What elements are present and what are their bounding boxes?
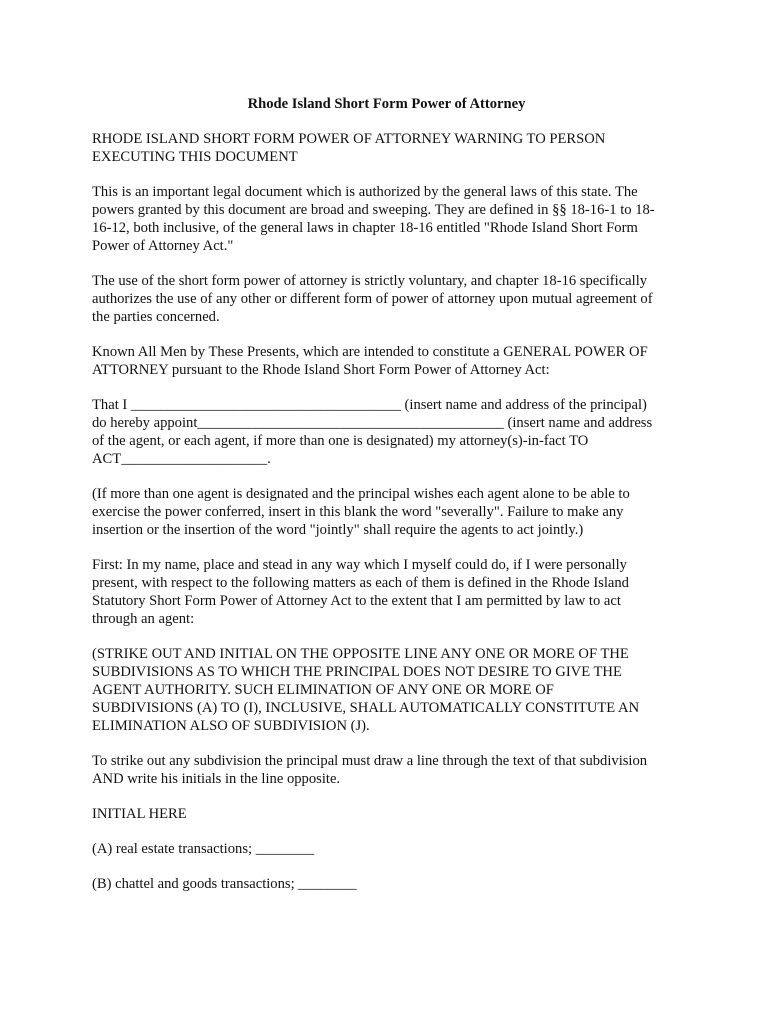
act-blank-line: ACT____________________.	[92, 451, 271, 467]
text-line: To strike out any subdivision the principal must draw a line through the text of that subdivision	[92, 753, 648, 769]
legal-notice-paragraph	[92, 183, 686, 255]
text-line: (If more than one agent is designated and the principal wishes each agent alone to be able to	[92, 486, 630, 502]
multiple-agents-paragraph	[92, 485, 686, 539]
initial-here-heading	[92, 805, 686, 823]
text-line: RHODE ISLAND SHORT FORM POWER OF ATTORNEY WARNING TO PERSON	[92, 131, 606, 147]
item-chattel-goods	[92, 875, 686, 893]
initial-blank-line: (A) real estate transactions; ________	[92, 841, 315, 857]
strike-out-instructions	[92, 645, 686, 735]
principal-blank-line: That I _____________________________________ (insert name and address of the principal)	[92, 397, 647, 413]
initial-blank-line: (B) chattel and goods transactions; ________	[92, 876, 357, 892]
text-line: The use of the short form power of attorney is strictly voluntary, and chapter 18-16 specifically	[92, 273, 648, 289]
text-line: EXECUTING THIS DOCUMENT	[92, 149, 298, 165]
text-line: Known All Men by These Presents, which are intended to constitute a GENERAL POWER OF	[92, 344, 648, 360]
text-line: Power of Attorney Act."	[92, 238, 234, 254]
text-line: First: In my name, place and stead in any way which I myself could do, if I were personally	[92, 557, 627, 573]
warning-heading	[92, 130, 686, 166]
text-line: AND write his initials in the line opposite.	[92, 771, 341, 787]
text-line: of the agent, or each agent, if more than one is designated) my attorney(s)-in-fact TO	[92, 433, 589, 449]
document-body	[92, 95, 686, 910]
text-line: 16-12, both inclusive, of the general laws in chapter 18-16 entitled "Rhode Island Short Form	[92, 220, 638, 236]
text-line: SUBDIVISIONS AS TO WHICH THE PRINCIPAL DOES NOT DESIRE TO GIVE THE	[92, 664, 622, 680]
text-line: through an agent:	[92, 611, 195, 627]
text-line: exercise the power conferred, insert in this blank the word "severally". Failure to make any	[92, 504, 624, 520]
text-line: authorizes the use of any other or different form of power of attorney upon mutual agreement of	[92, 291, 653, 307]
first-clause-paragraph	[92, 556, 686, 628]
text-line: insertion or the insertion of the word "jointly" shall require the agents to act jointly.)	[92, 522, 584, 538]
item-real-estate	[92, 840, 686, 858]
text-line: (STRIKE OUT AND INITIAL ON THE OPPOSITE LINE ANY ONE OR MORE OF THE	[92, 646, 629, 662]
text-line: ELIMINATION ALSO OF SUBDIVISION (J).	[92, 718, 370, 734]
voluntary-use-paragraph	[92, 272, 686, 326]
presents-paragraph	[92, 343, 686, 379]
text-line: the parties concerned.	[92, 309, 220, 325]
text-line: ATTORNEY pursuant to the Rhode Island Short Form Power of Attorney Act:	[92, 362, 550, 378]
text-line: INITIAL HERE	[92, 806, 187, 822]
agent-blank-line: do hereby appoint__________________________________________ (insert name and address	[92, 415, 653, 431]
text-line: This is an important legal document which is authorized by the general laws of this state. The	[92, 184, 638, 200]
text-line: AGENT AUTHORITY. SUCH ELIMINATION OF ANY ONE OR MORE OF	[92, 682, 554, 698]
text-line: present, with respect to the following matters as each of them is defined in the Rhode Island	[92, 575, 629, 591]
text-line: powers granted by this document are broad and sweeping. They are defined in §§ 18-16-1 to 18-	[92, 202, 655, 218]
appointment-paragraph	[92, 396, 686, 468]
strike-method-paragraph	[92, 752, 686, 788]
text-line: SUBDIVISIONS (A) TO (I), INCLUSIVE, SHALL AUTOMATICALLY CONSTITUTE AN	[92, 700, 640, 716]
document-title: Rhode Island Short Form Power of Attorney	[247, 96, 526, 112]
text-line: Statutory Short Form Power of Attorney Act to the extent that I am permitted by law to act	[92, 593, 621, 609]
